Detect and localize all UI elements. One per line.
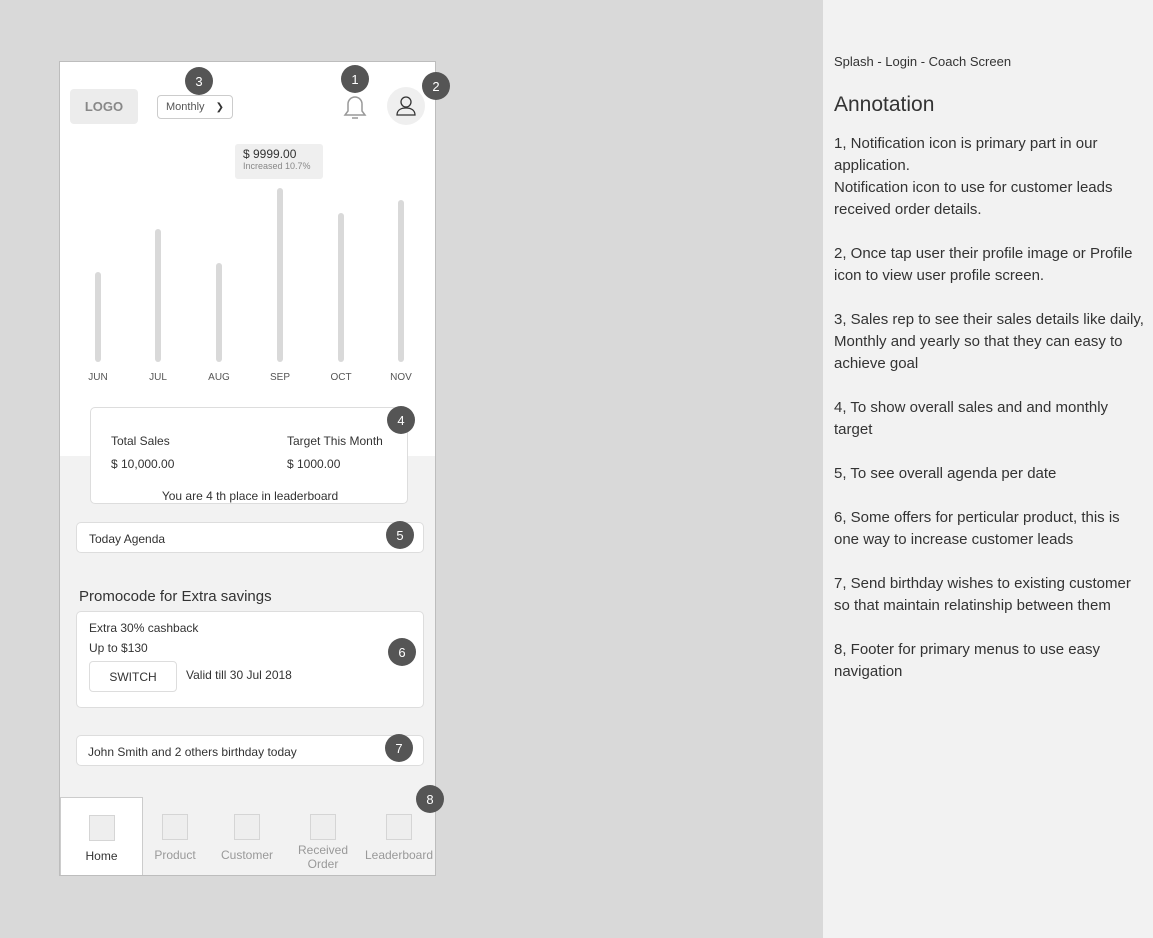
annotation-badge-5: 5 bbox=[386, 521, 414, 549]
screen-subtitle: Splash - Login - Coach Screen bbox=[834, 54, 1012, 69]
annotation-item: 7, Send birthday wishes to existing customer so that maintain relatinship between them bbox=[834, 575, 1131, 614]
home-icon bbox=[89, 815, 115, 841]
customer-icon bbox=[234, 814, 260, 840]
agenda-label: Today Agenda bbox=[89, 532, 166, 546]
user-icon bbox=[395, 95, 417, 117]
chart-bar-nov[interactable] bbox=[398, 200, 404, 362]
promo-card bbox=[76, 611, 424, 708]
leaderboard-rank: You are 4 th place in leaderboard bbox=[161, 489, 339, 503]
chart-tooltip bbox=[235, 144, 323, 179]
sales-summary-card bbox=[90, 407, 408, 504]
profile-button[interactable] bbox=[387, 87, 425, 125]
annotation-title: Annotation bbox=[834, 93, 935, 116]
chart-bar-aug[interactable] bbox=[216, 263, 222, 362]
annotation-item: 2, Once tap user their profile image or Profile icon to view user profile screen. bbox=[834, 245, 1133, 284]
chart-x-label: SEP bbox=[269, 372, 290, 383]
promo-title: Promocode for Extra savings bbox=[79, 588, 272, 605]
nav-customer[interactable] bbox=[215, 797, 279, 876]
nav-product[interactable] bbox=[143, 797, 207, 876]
total-sales-value: $ 10,000.00 bbox=[111, 457, 175, 471]
annotation-badge-4: 4 bbox=[387, 406, 415, 434]
received-order-icon bbox=[310, 814, 336, 840]
chart-x-label: JUN bbox=[88, 372, 108, 383]
annotation-badge-6: 6 bbox=[388, 638, 416, 666]
tooltip-change: Increased 10.7% bbox=[243, 161, 311, 171]
annotation-badge-2: 2 bbox=[422, 72, 450, 100]
product-icon bbox=[162, 814, 188, 840]
chart-bar-oct[interactable] bbox=[338, 213, 344, 362]
nav-label: Customer bbox=[220, 848, 273, 862]
annotation-item: 6, Some offers for perticular product, this is one way to increase customer leads bbox=[834, 509, 1120, 548]
target-value: $ 1000.00 bbox=[287, 457, 341, 471]
annotation-list bbox=[834, 133, 1144, 705]
period-dropdown-value: Monthly bbox=[166, 101, 205, 113]
notification-bell-icon[interactable] bbox=[343, 94, 367, 127]
birthday-text: John Smith and 2 others birthday today bbox=[88, 745, 297, 759]
annotation-item: 4, To show overall sales and and monthly target bbox=[834, 399, 1109, 438]
total-sales-label: Total Sales bbox=[111, 434, 170, 448]
annotation-badge-3: 3 bbox=[185, 67, 213, 95]
switch-button[interactable]: SWITCH bbox=[89, 661, 177, 692]
promo-offer: Extra 30% cashback bbox=[89, 621, 199, 635]
annotation-badge-7: 7 bbox=[385, 734, 413, 762]
annotation-item: 1, Notification icon is primary part in our application. Notification icon to use for customer leads received order details. bbox=[834, 135, 1113, 218]
annotation-item: 3, Sales rep to see their sales details like daily, Monthly and yearly so that they can easy to achieve goal bbox=[834, 311, 1144, 372]
nav-label: Leaderboard bbox=[364, 848, 434, 862]
annotation-badge-8: 8 bbox=[416, 785, 444, 813]
period-dropdown[interactable] bbox=[157, 95, 233, 119]
chart-bar-sep[interactable] bbox=[277, 188, 283, 362]
phone-screen bbox=[59, 61, 436, 876]
nav-home[interactable] bbox=[60, 797, 143, 876]
leaderboard-icon bbox=[386, 814, 412, 840]
chart-bar-jun[interactable] bbox=[95, 272, 101, 362]
chevron-down-icon: ❯ bbox=[215, 101, 224, 113]
target-label: Target This Month bbox=[287, 434, 383, 448]
chart-x-label: NOV bbox=[390, 372, 412, 383]
annotation-panel bbox=[823, 0, 1153, 938]
today-agenda-card[interactable] bbox=[76, 522, 424, 553]
birthday-card[interactable] bbox=[76, 735, 424, 766]
annotation-badge-1: 1 bbox=[341, 65, 369, 93]
tooltip-value: $ 9999.00 bbox=[243, 147, 297, 161]
chart-bar-jul[interactable] bbox=[155, 229, 161, 362]
nav-label: Product bbox=[154, 848, 196, 862]
nav-received-order[interactable] bbox=[291, 797, 355, 876]
annotation-item: 5, To see overall agenda per date bbox=[834, 465, 1057, 482]
chart-x-label: OCT bbox=[330, 372, 352, 383]
annotation-item: 8, Footer for primary menus to use easy navigation bbox=[834, 641, 1100, 680]
nav-label: Received Order bbox=[297, 843, 349, 871]
logo: LOGO bbox=[70, 89, 138, 124]
promo-validity: Valid till 30 Jul 2018 bbox=[186, 668, 292, 682]
chart-x-label: AUG bbox=[208, 372, 230, 383]
nav-label: Home bbox=[85, 849, 118, 863]
chart-x-label: JUL bbox=[149, 372, 167, 383]
promo-limit: Up to $130 bbox=[89, 641, 148, 655]
